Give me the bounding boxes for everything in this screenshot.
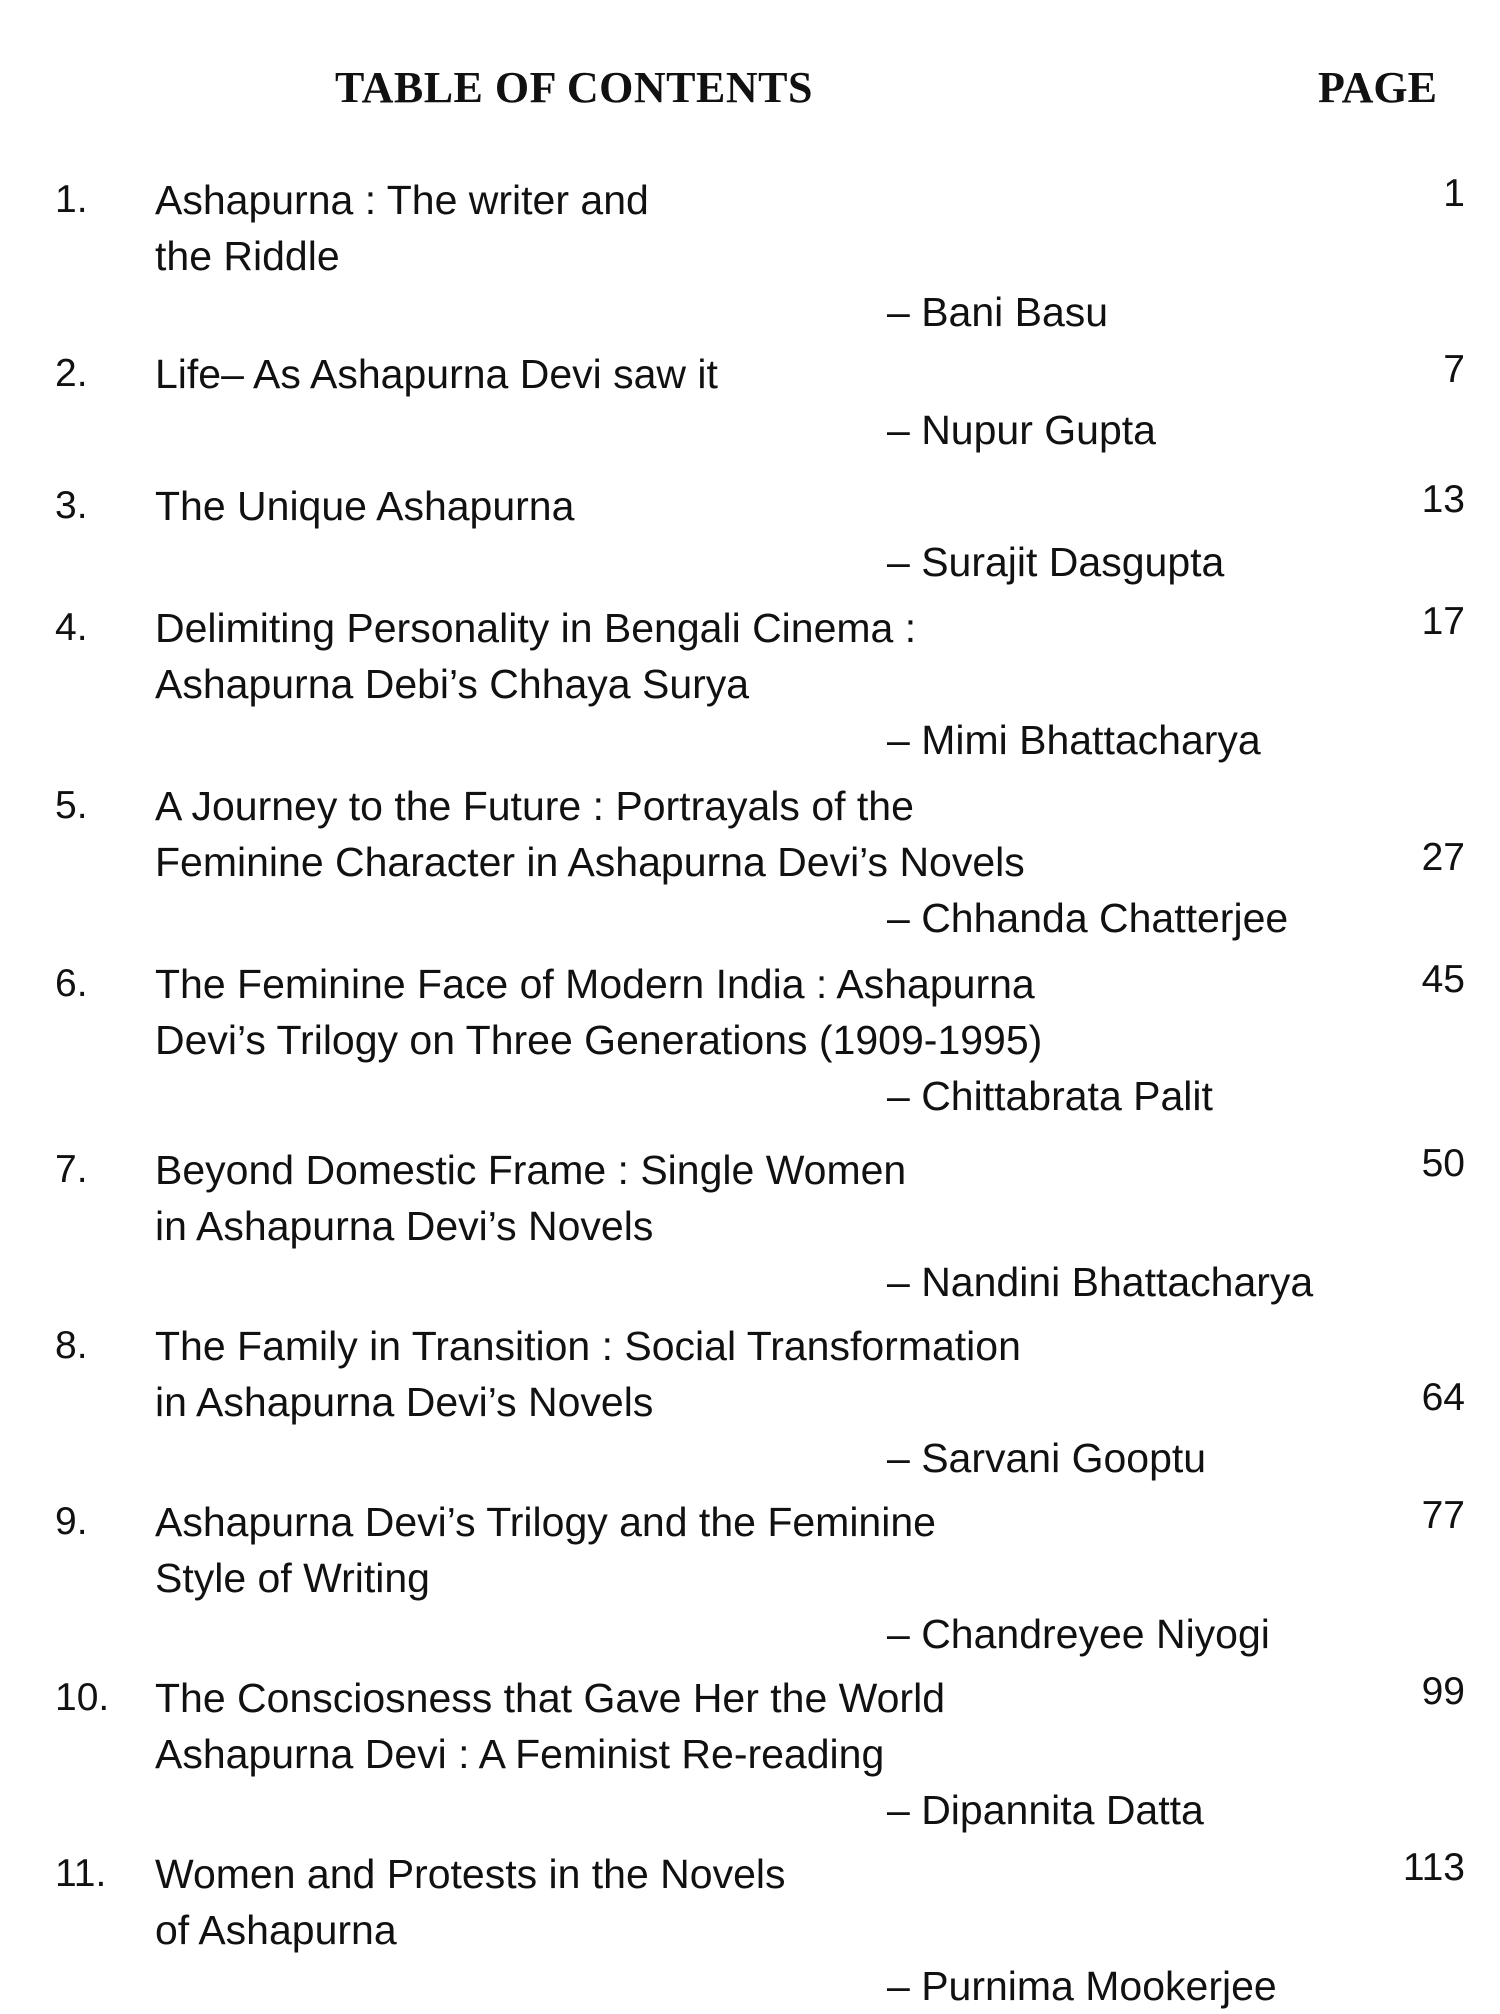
entry-title-line: Ashapurna Devi’s Trilogy and the Feminine: [155, 1499, 936, 1545]
entry-author: – Chhanda Chatterjee: [887, 895, 1289, 941]
entry-number: 1.: [55, 178, 88, 221]
entry-number: 10.: [55, 1676, 110, 1719]
entry-number: 9.: [55, 1500, 88, 1543]
entry-title-line: The Feminine Face of Modern India : Ashapurna: [155, 961, 1035, 1007]
entry-title-line: of Ashapurna: [155, 1907, 397, 1953]
entry-title-line: Feminine Character in Ashapurna Devi’s Novels: [155, 839, 1025, 885]
entry-page-number: 99: [1421, 1670, 1465, 1713]
entry-page-number: 13: [1421, 478, 1465, 521]
entry-title-line: Delimiting Personality in Bengali Cinema :: [155, 605, 917, 651]
entry-page-number: 113: [1402, 1846, 1465, 1889]
entry-author: – Nupur Gupta: [887, 407, 1156, 453]
entry-number: 3.: [55, 484, 88, 527]
entry-page-number: 17: [1421, 600, 1465, 643]
entry-title-line: Style of Writing: [155, 1555, 430, 1601]
entry-title-line: The Unique Ashapurna: [155, 483, 575, 529]
entry-title-line: Beyond Domestic Frame : Single Women: [155, 1147, 907, 1193]
entry-page-number: 50: [1421, 1142, 1465, 1185]
entry-title-line: The Family in Transition : Social Transformation: [155, 1323, 1021, 1369]
entry-page-number: 27: [1421, 836, 1465, 879]
entry-number: 8.: [55, 1324, 88, 1367]
entry-author: – Chittabrata Palit: [887, 1073, 1213, 1119]
toc-title: TABLE OF CONTENTS: [335, 63, 813, 112]
entry-page-number: 7: [1443, 348, 1465, 391]
entry-title-line: Women and Protests in the Novels: [155, 1851, 786, 1897]
entry-title-line: Ashapurna Debi’s Chhaya Surya: [155, 661, 750, 707]
entry-author: – Nandini Bhattacharya: [887, 1259, 1314, 1305]
entry-title-line: the Riddle: [155, 233, 340, 279]
entry-title-line: in Ashapurna Devi’s Novels: [155, 1379, 654, 1425]
entry-title-line: in Ashapurna Devi’s Novels: [155, 1203, 654, 1249]
entry-title-line: Ashapurna : The writer and: [155, 177, 649, 223]
entry-author: – Sarvani Gooptu: [887, 1435, 1207, 1481]
entry-title-line: The Consciosness that Gave Her the World: [155, 1675, 945, 1721]
entry-author: – Purnima Mookerjee: [887, 1963, 1277, 2009]
entry-author: – Bani Basu: [887, 289, 1109, 335]
entry-page-number: 64: [1421, 1376, 1465, 1419]
entry-number: 4.: [55, 606, 88, 649]
entry-author: – Chandreyee Niyogi: [887, 1611, 1270, 1657]
entry-title-line: A Journey to the Future : Portrayals of the: [155, 783, 914, 829]
page-column-heading: PAGE: [1318, 63, 1437, 112]
entry-number: 2.: [55, 352, 88, 395]
entry-title-line: Ashapurna Devi : A Feminist Re-reading: [155, 1731, 885, 1777]
entry-title-line: Life– As Ashapurna Devi saw it: [155, 351, 718, 397]
toc-header: [0, 62, 1500, 122]
entry-number: 11.: [55, 1852, 107, 1895]
entry-title-line: Devi’s Trilogy on Three Generations (1909-1995): [155, 1017, 1043, 1063]
entry-author: – Dipannita Datta: [887, 1787, 1204, 1833]
entry-number: 5.: [55, 784, 88, 827]
entry-number: 7.: [55, 1148, 88, 1191]
entry-number: 6.: [55, 962, 88, 1005]
entry-author: – Surajit Dasgupta: [887, 539, 1225, 585]
entry-page-number: 77: [1421, 1494, 1465, 1537]
entry-page-number: 1: [1443, 172, 1465, 215]
entry-page-number: 45: [1421, 958, 1465, 1001]
entry-author: – Mimi Bhattacharya: [887, 717, 1261, 763]
